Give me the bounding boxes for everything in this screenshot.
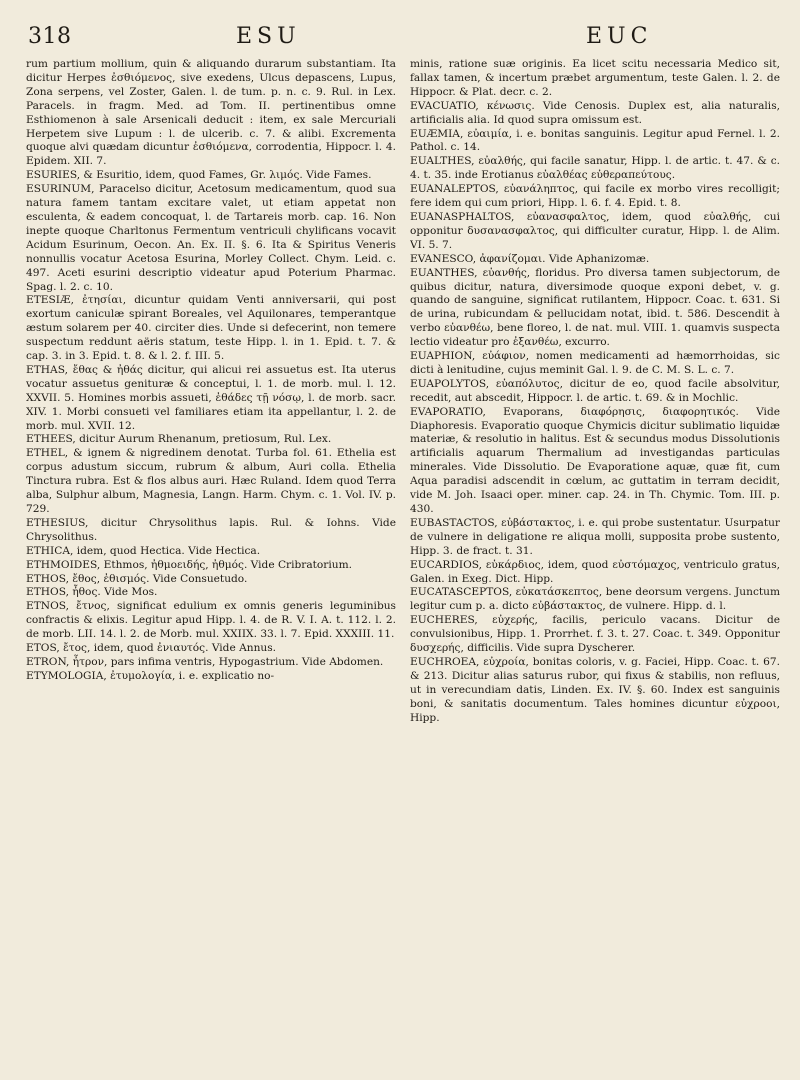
dictionary-entry: ETHEL, & ignem & nigredinem denotat. Turba fol. 61. Ethelia est corpus adustum siccum, rubrum & album, Auri colla. Ethelia Tinctura rubra. Est & flos albus auri. Hæc Ruland. Idem quod Terra alba, Sulphur album, Magnesia, Langn. Harm. Chym. c. 1. Vol. IV. p. 729. <box>26 447 396 515</box>
dictionary-entry: ETESIÆ, ἐτησίαι, dicuntur quidam Venti anniversarii, qui post exortum caniculæ spirant Boreales, vel Aquilonares, temperantque æstum solarem per 40. circiter dies. Unde si defecerint, non temere suspectum reddunt aëris statum, teste Hipp. l. in 1. Epid. t. 7. & cap. 3. in 3. Epid. t. 8. & l. 2. f. III. 5. <box>26 294 396 363</box>
dictionary-entry: ETRON, ἦτρον, pars infima ventris, Hypogastrium. Vide Abdomen. <box>26 655 384 668</box>
dictionary-entry: EVACUATIO, κένωσις. Vide Cenosis. Duplex est, alia naturalis, artificialis alia. Id quod supra omissum est. <box>410 99 780 126</box>
dictionary-entry: minis, ratione suæ originis. Ea licet scitu necessaria Medico sit, fallax tamen, & incertum præbet argumentum, teste Galen. l. 2. de Hippocr. & Plat. decr. c. 2. <box>410 58 780 98</box>
dictionary-entry: ETNOS, ἔτνος, significat edulium ex omnis generis leguminibus confractis & elixis. Legitur apud Hipp. l. 4. de R. V. I. A. t. 112. l. 2. de morb. LII. 14. l. 2. de Morb. mul. XXIIX. 33. l. 7. Epid. XXXIII. 11. <box>26 600 396 641</box>
dictionary-entry: ETHMOIDES, Ethmos, ἠθμοειδής, ἠθμός. Vide Cribratorium. <box>26 558 352 571</box>
dictionary-entry: ETOS, ἔτος, idem, quod ἐνιαυτός. Vide Annus. <box>26 642 277 655</box>
dictionary-entry: ETHOS, ἦθος. Vide Mos. <box>26 586 158 599</box>
dictionary-entry: EVAPORATIO, Evaporans, διαφόρησις, διαφορητικός. Vide Diaphoresis. Evaporatio quoque Chymicis dicitur sublimatio liquidæ materiæ, & resolutio in halitus. Est & secundus modus Dissolutionis artificialis aquarum Thermalium ad investigandas particulas minerales. Vide Dissolutio. De Evaporatione aquæ, quæ fit, cum Aqua paradisi adscendit in cœlum, ac guttatim in terram decidit, vide M. Joh. Isaaci oper. miner. cap. 24. in Th. Chymic. Tom. III. p. 430. <box>410 405 780 515</box>
left-running-head: ESU <box>236 24 301 49</box>
dictionary-entry: ETHOS, ἔθος, ἐθισμός. Vide Consuetudo. <box>26 572 248 585</box>
dictionary-entry: EUANASPHALTOS, εὐανασφαλτος, idem, quod εὐαλθής, cui opponitur δυσανασφαλτος, qui difficulter curatur, Hipp. l. de Alim. VI. 5. 7. <box>410 210 780 251</box>
left-column <box>26 58 396 1062</box>
dictionary-entry: EUALTHES, εὐαλθής, qui facile sanatur, Hipp. l. de artic. t. 47. & c. 4. t. 35. inde Erotianus εὐαλθέας εὐθεραπεύτους. <box>410 155 780 182</box>
dictionary-entry: EUANTHES, εὐανθής, floridus. Pro diversa tamen subjectorum, de quibus dicitur, natura, diversimode quoque exponi debet, v. g. quando de sanguine, significat rutilantem, Hippocr. Coac. t. 631. Si de urina, rubicundam & pellucidam notat, ibid. t. 586. Descendit à verbo εὐανθέω, bene floreo, l. de nat. mul. VIII. 1. quamvis suspecta lectio videatur pro ἐξανθέω, excurro. <box>410 266 780 349</box>
dictionary-entry: ETHESIUS, dicitur Chrysolithus lapis. Rul. & Iohns. Vide Chrysolithus. <box>26 516 396 543</box>
text-columns <box>26 58 780 1062</box>
dictionary-entry: EUÆMIA, εὐαιμία, i. e. bonitas sanguinis. Legitur apud Fernel. l. 2. Pathol. c. 14. <box>410 127 780 154</box>
dictionary-entry: ETYMOLOGIA, ἐτυμολογία, i. e. explicatio no- <box>26 669 275 682</box>
dictionary-entry: EUBASTACTOS, εὐβάστακτος, i. e. qui probe sustentatur. Usurpatur de vulnere in deligatione re aliqua molli, supposita probe sustento, Hipp. 3. de fract. t. 31. <box>410 516 780 557</box>
dictionary-entry: ETHAS, ἔθας & ἠθάς dicitur, qui alicui rei assuetus est. Ita uterus vocatur assuetus genituræ & conceptui, l. 1. de morb. mul. l. 12. XXVII. 5. Homines morbis assueti, ἐθάδες τῇ νόσῳ, l. de morb. sacr. XIV. 1. Morbi consueti vel familiares etiam ita appellantur, l. 2. de morb. mul. XVII. 12. <box>26 363 396 432</box>
dictionary-entry: EVANESCO, ἀφανίζομαι. Vide Aphanizomæ. <box>410 252 650 265</box>
dictionary-entry: EUCHERES, εὐχερής, facilis, periculo vacans. Dicitur de convulsionibus, Hipp. 1. Prorrhet. f. 3. t. 27. Coac. t. 349. Opponitur δυσχερής, difficilis. Vide supra Dyscherer. <box>410 614 780 655</box>
dictionary-entry: EUCHROEA, εὐχροία, bonitas coloris, v. g. Faciei, Hipp. Coac. t. 67. & 213. Dicitur alias saturus rubor, qui fixus & stabilis, non refluus, ut in verecundiam datis, Linden. Ex. IV. §. 60. Index est sanguinis boni, & sanitatis documentum. Tales homines dicuntur εὐχροοι, Hipp. <box>410 655 780 724</box>
dictionary-entry: ESURIES, & Esuritio, idem, quod Fames, Gr. λιμός. Vide Fames. <box>26 169 372 182</box>
dictionary-entry: EUAPHION, εὐάφιον, nomen medicamenti ad hæmorrhoidas, sic dicti à lenitudine, cujus meminit Gal. l. 9. de C. M. S. L. c. 7. <box>410 350 780 376</box>
dictionary-entry: rum partium mollium, quin & aliquando durarum substantiam. Ita dicitur Herpes ἐσθιόμενος, sive exedens, Ulcus depascens, Lupus, Zona serpens, vel Zoster, Galen. l. de tum. p. n. c. 9. Rul. in Lex. Paracels. in fragm. Med. ad Tom. II. pertinentibus omne Esthiomenon à sale Arsenicali deducit : item, ex sale Mercuriali Herpetem sive Lupum : l. de ulcerib. c. 7. & alibi. Excrementa quoque alvi quædam dicuntur ἐσθιόμενα, corrodentia, Hippocr. l. 4. Epidem. XII. 7. <box>26 58 396 168</box>
page-number: 318 <box>28 24 72 49</box>
dictionary-entry: EUAPOLYTOS, εὐαπόλυτος, dicitur de eo, quod facile absolvitur, recedit, aut abscedit, Hippocr. l. de artic. t. 69. & in Mochlic. <box>410 377 780 404</box>
dictionary-entry: EUCARDIOS, εὐκάρδιος, idem, quod εὐστόμαχος, ventriculo gratus, Galen. in Exeg. Dict. Hipp. <box>410 558 780 585</box>
dictionary-entry: EUANALEPTOS, εὐανάληπτος, qui facile ex morbo vires recolligit; fere idem qui cum priori, Hipp. l. 6. f. 4. Epid. t. 8. <box>410 183 780 210</box>
right-running-head: EUC <box>586 24 653 49</box>
dictionary-entry: EUCATASCEPTOS, εὐκατάσκεπτος, bene deorsum vergens. Junctum legitur cum p. a. dicto εὐβάστακτος, de vulnere. Hipp. d. l. <box>410 586 780 613</box>
running-header <box>26 24 778 54</box>
dictionary-entry: ETHICA, idem, quod Hectica. Vide Hectica. <box>26 544 261 557</box>
dictionary-entry: ETHEES, dicitur Aurum Rhenanum, pretiosum, Rul. Lex. <box>26 433 332 446</box>
right-column <box>410 58 780 1062</box>
dictionary-entry: ESURINUM, Paracelso dicitur, Acetosum medicamentum, quod sua natura famem tantam excitare valet, ut etiam appetat non esculenta, & eadem concoquat, l. de Tartareis morb. cap. 16. Non inepte quoque Charltonus Fermentum ventriculi chylificans vocavit Acidum Esurinum, Oecon. An. Ex. II. §. 6. Ita & Spiritus Veneris nonnullis vocatur Acetosa Esurina, Morley Collect. Chym. Leid. c. 497. Aceti esurini descriptio videatur apud Poterium Pharmac. Spag. l. 2. c. 10. <box>26 183 396 293</box>
